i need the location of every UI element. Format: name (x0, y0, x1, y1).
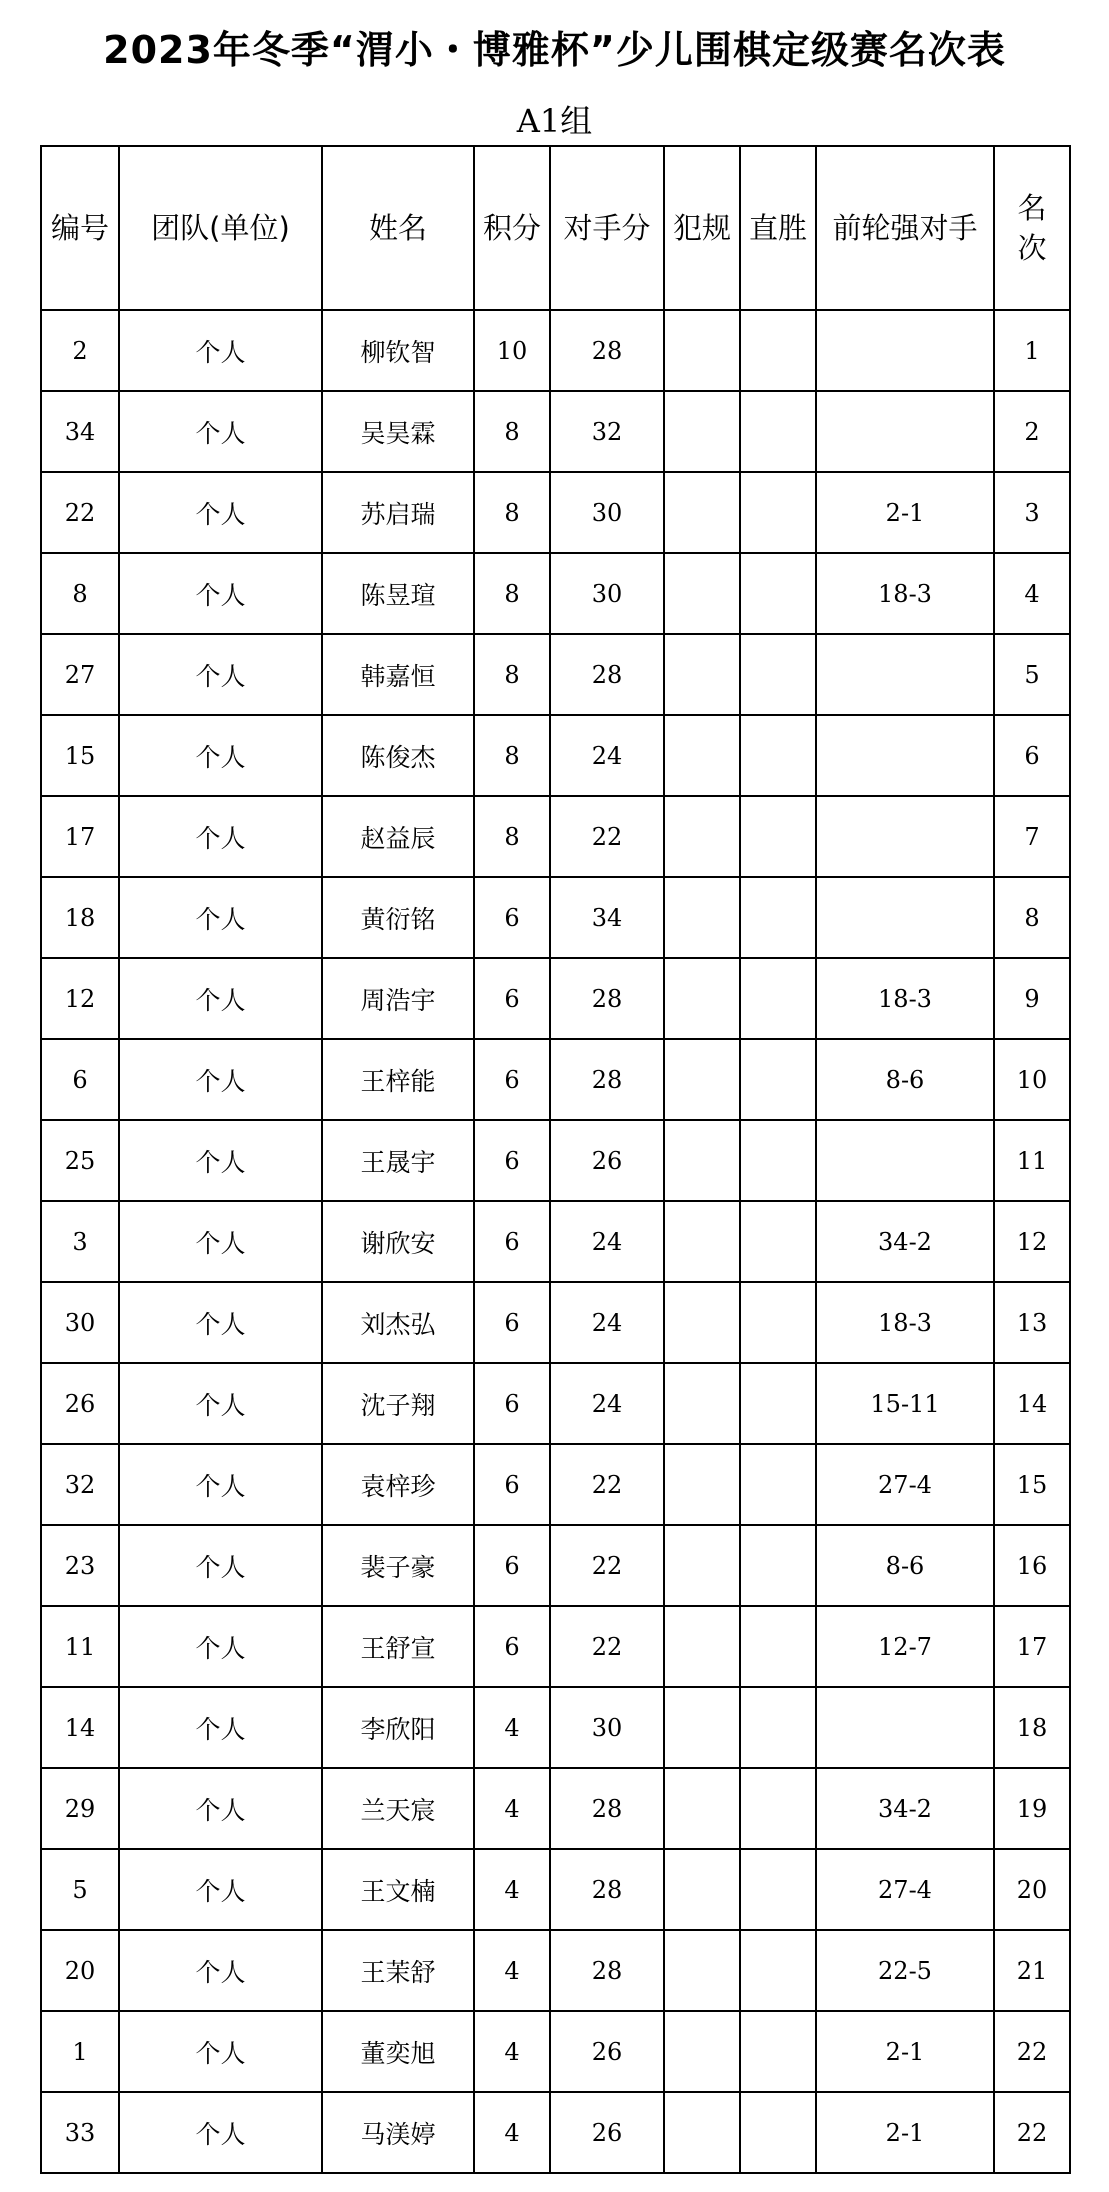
cell-number: 25 (41, 1120, 119, 1201)
table-row (41, 1930, 1070, 2011)
cell-opponent-points: 28 (550, 310, 664, 391)
cell-direct-win (740, 1120, 816, 1201)
cell-points: 4 (474, 2011, 550, 2092)
cell-direct-win (740, 1444, 816, 1525)
cell-name: 吴昊霖 (322, 391, 474, 472)
cell-prev-strong: 34-2 (816, 1201, 994, 1282)
cell-foul (664, 1363, 740, 1444)
ranking-body (41, 310, 1070, 2173)
cell-team: 个人 (119, 1201, 322, 1282)
cell-number: 12 (41, 958, 119, 1039)
cell-foul (664, 1687, 740, 1768)
cell-direct-win (740, 1039, 816, 1120)
table-row (41, 796, 1070, 877)
cell-opponent-points: 22 (550, 1525, 664, 1606)
cell-rank: 7 (994, 796, 1070, 877)
header-points: 积分 (474, 146, 550, 310)
cell-prev-strong: 27-4 (816, 1849, 994, 1930)
cell-number: 18 (41, 877, 119, 958)
cell-points: 4 (474, 1687, 550, 1768)
cell-number: 26 (41, 1363, 119, 1444)
cell-opponent-points: 24 (550, 1201, 664, 1282)
cell-foul (664, 1849, 740, 1930)
table-row (41, 2092, 1070, 2173)
cell-team: 个人 (119, 1930, 322, 2011)
cell-points: 6 (474, 1525, 550, 1606)
cell-name: 董奕旭 (322, 2011, 474, 2092)
cell-direct-win (740, 877, 816, 958)
cell-opponent-points: 28 (550, 1930, 664, 2011)
cell-rank: 15 (994, 1444, 1070, 1525)
cell-prev-strong (816, 1120, 994, 1201)
cell-opponent-points: 26 (550, 1120, 664, 1201)
cell-opponent-points: 24 (550, 1282, 664, 1363)
cell-opponent-points: 22 (550, 1444, 664, 1525)
cell-team: 个人 (119, 1849, 322, 1930)
cell-foul (664, 1444, 740, 1525)
cell-rank: 5 (994, 634, 1070, 715)
cell-prev-strong (816, 391, 994, 472)
document-title: 2023年冬季“渭小・博雅杯”少儿围棋定级赛名次表 (103, 28, 1006, 72)
cell-team: 个人 (119, 1687, 322, 1768)
table-row (41, 1525, 1070, 1606)
cell-direct-win (740, 553, 816, 634)
cell-rank: 2 (994, 391, 1070, 472)
cell-number: 14 (41, 1687, 119, 1768)
cell-prev-strong: 18-3 (816, 958, 994, 1039)
cell-prev-strong: 2-1 (816, 472, 994, 553)
header-rank (994, 146, 1070, 310)
cell-foul (664, 1120, 740, 1201)
cell-opponent-points: 28 (550, 634, 664, 715)
cell-direct-win (740, 958, 816, 1039)
cell-direct-win (740, 1849, 816, 1930)
table-row (41, 1768, 1070, 1849)
cell-rank: 21 (994, 1930, 1070, 2011)
cell-direct-win (740, 2011, 816, 2092)
cell-team: 个人 (119, 1039, 322, 1120)
cell-opponent-points: 24 (550, 1363, 664, 1444)
cell-opponent-points: 30 (550, 472, 664, 553)
cell-team: 个人 (119, 391, 322, 472)
cell-team: 个人 (119, 2011, 322, 2092)
cell-name: 李欣阳 (322, 1687, 474, 1768)
cell-name: 刘杰弘 (322, 1282, 474, 1363)
cell-rank: 6 (994, 715, 1070, 796)
cell-prev-strong: 18-3 (816, 553, 994, 634)
cell-name: 苏启瑞 (322, 472, 474, 553)
cell-foul (664, 2092, 740, 2173)
cell-number: 3 (41, 1201, 119, 1282)
cell-foul (664, 634, 740, 715)
cell-points: 8 (474, 553, 550, 634)
cell-direct-win (740, 1201, 816, 1282)
cell-foul (664, 1768, 740, 1849)
cell-rank: 20 (994, 1849, 1070, 1930)
cell-direct-win (740, 1606, 816, 1687)
header-prev-strong: 前轮强对手 (816, 146, 994, 310)
cell-opponent-points: 26 (550, 2011, 664, 2092)
cell-foul (664, 1606, 740, 1687)
cell-prev-strong: 27-4 (816, 1444, 994, 1525)
cell-team: 个人 (119, 958, 322, 1039)
cell-opponent-points: 32 (550, 391, 664, 472)
cell-prev-strong: 12-7 (816, 1606, 994, 1687)
cell-name: 马渼婷 (322, 2092, 474, 2173)
header-direct-win: 直胜 (740, 146, 816, 310)
cell-number: 33 (41, 2092, 119, 2173)
cell-number: 2 (41, 310, 119, 391)
header-team: 团队(单位) (119, 146, 322, 310)
cell-direct-win (740, 1930, 816, 2011)
cell-prev-strong: 8-6 (816, 1039, 994, 1120)
cell-points: 6 (474, 1363, 550, 1444)
cell-name: 陈昱瑄 (322, 553, 474, 634)
cell-team: 个人 (119, 1444, 322, 1525)
group-title: A1组 (516, 102, 593, 140)
table-row (41, 553, 1070, 634)
cell-name: 王晟宇 (322, 1120, 474, 1201)
cell-rank: 18 (994, 1687, 1070, 1768)
table-row (41, 877, 1070, 958)
header-opponent-points: 对手分 (550, 146, 664, 310)
cell-team: 个人 (119, 715, 322, 796)
cell-prev-strong: 2-1 (816, 2011, 994, 2092)
cell-name: 王梓能 (322, 1039, 474, 1120)
cell-name: 袁梓珍 (322, 1444, 474, 1525)
cell-number: 34 (41, 391, 119, 472)
table-row (41, 1039, 1070, 1120)
cell-points: 4 (474, 1768, 550, 1849)
cell-prev-strong: 18-3 (816, 1282, 994, 1363)
header-row (41, 146, 1070, 310)
cell-opponent-points: 22 (550, 1606, 664, 1687)
cell-points: 6 (474, 1039, 550, 1120)
cell-direct-win (740, 391, 816, 472)
table-row (41, 472, 1070, 553)
cell-direct-win (740, 1687, 816, 1768)
cell-foul (664, 1282, 740, 1363)
cell-rank: 17 (994, 1606, 1070, 1687)
cell-opponent-points: 34 (550, 877, 664, 958)
cell-opponent-points: 30 (550, 553, 664, 634)
cell-opponent-points: 30 (550, 1687, 664, 1768)
cell-number: 30 (41, 1282, 119, 1363)
cell-prev-strong: 22-5 (816, 1930, 994, 2011)
cell-opponent-points: 28 (550, 1039, 664, 1120)
cell-number: 6 (41, 1039, 119, 1120)
cell-direct-win (740, 715, 816, 796)
cell-rank: 9 (994, 958, 1070, 1039)
cell-foul (664, 1201, 740, 1282)
cell-foul (664, 958, 740, 1039)
cell-rank: 22 (994, 2011, 1070, 2092)
cell-name: 沈子翔 (322, 1363, 474, 1444)
table-row (41, 1282, 1070, 1363)
cell-number: 15 (41, 715, 119, 796)
table-row (41, 391, 1070, 472)
cell-points: 4 (474, 2092, 550, 2173)
table-row (41, 1120, 1070, 1201)
cell-number: 5 (41, 1849, 119, 1930)
table-row (41, 1201, 1070, 1282)
cell-opponent-points: 26 (550, 2092, 664, 2173)
cell-rank: 19 (994, 1768, 1070, 1849)
cell-number: 8 (41, 553, 119, 634)
cell-foul (664, 1039, 740, 1120)
cell-prev-strong (816, 796, 994, 877)
cell-name: 王文楠 (322, 1849, 474, 1930)
cell-foul (664, 310, 740, 391)
cell-team: 个人 (119, 1606, 322, 1687)
cell-prev-strong: 8-6 (816, 1525, 994, 1606)
cell-team: 个人 (119, 310, 322, 391)
cell-foul (664, 796, 740, 877)
cell-direct-win (740, 2092, 816, 2173)
cell-rank: 13 (994, 1282, 1070, 1363)
cell-team: 个人 (119, 1120, 322, 1201)
table-row (41, 1606, 1070, 1687)
cell-prev-strong (816, 310, 994, 391)
cell-opponent-points: 28 (550, 1849, 664, 1930)
cell-prev-strong (816, 877, 994, 958)
cell-foul (664, 553, 740, 634)
cell-points: 6 (474, 958, 550, 1039)
cell-team: 个人 (119, 472, 322, 553)
cell-name: 陈俊杰 (322, 715, 474, 796)
cell-rank: 3 (994, 472, 1070, 553)
cell-points: 4 (474, 1849, 550, 1930)
cell-team: 个人 (119, 553, 322, 634)
cell-number: 17 (41, 796, 119, 877)
cell-team: 个人 (119, 1768, 322, 1849)
cell-rank: 16 (994, 1525, 1070, 1606)
cell-rank: 22 (994, 2092, 1070, 2173)
cell-number: 29 (41, 1768, 119, 1849)
header-name: 姓名 (322, 146, 474, 310)
cell-number: 23 (41, 1525, 119, 1606)
cell-number: 1 (41, 2011, 119, 2092)
cell-opponent-points: 24 (550, 715, 664, 796)
cell-rank: 10 (994, 1039, 1070, 1120)
cell-points: 8 (474, 715, 550, 796)
cell-rank: 8 (994, 877, 1070, 958)
header-rank-label: 名次 (1017, 191, 1047, 265)
cell-name: 柳钦智 (322, 310, 474, 391)
cell-name: 赵益辰 (322, 796, 474, 877)
cell-foul (664, 1930, 740, 2011)
header-number: 编号 (41, 146, 119, 310)
cell-points: 6 (474, 1282, 550, 1363)
table-row (41, 715, 1070, 796)
cell-foul (664, 472, 740, 553)
cell-prev-strong (816, 715, 994, 796)
cell-direct-win (740, 1363, 816, 1444)
cell-prev-strong: 2-1 (816, 2092, 994, 2173)
cell-opponent-points: 28 (550, 958, 664, 1039)
cell-points: 10 (474, 310, 550, 391)
cell-rank: 4 (994, 553, 1070, 634)
cell-foul (664, 391, 740, 472)
cell-rank: 1 (994, 310, 1070, 391)
cell-team: 个人 (119, 1525, 322, 1606)
table-row (41, 1363, 1070, 1444)
cell-team: 个人 (119, 1363, 322, 1444)
cell-team: 个人 (119, 2092, 322, 2173)
cell-foul (664, 1525, 740, 1606)
cell-points: 6 (474, 1120, 550, 1201)
cell-foul (664, 715, 740, 796)
cell-points: 8 (474, 796, 550, 877)
cell-number: 32 (41, 1444, 119, 1525)
cell-name: 韩嘉恒 (322, 634, 474, 715)
table-row (41, 2011, 1070, 2092)
cell-rank: 14 (994, 1363, 1070, 1444)
cell-points: 8 (474, 634, 550, 715)
cell-number: 11 (41, 1606, 119, 1687)
cell-name: 裴子豪 (322, 1525, 474, 1606)
table-row (41, 310, 1070, 391)
cell-points: 8 (474, 472, 550, 553)
cell-team: 个人 (119, 1282, 322, 1363)
cell-name: 周浩宇 (322, 958, 474, 1039)
cell-direct-win (740, 472, 816, 553)
cell-name: 王舒宣 (322, 1606, 474, 1687)
cell-direct-win (740, 634, 816, 715)
table-row (41, 1687, 1070, 1768)
header-foul: 犯规 (664, 146, 740, 310)
cell-direct-win (740, 796, 816, 877)
cell-prev-strong (816, 634, 994, 715)
cell-points: 8 (474, 391, 550, 472)
cell-direct-win (740, 310, 816, 391)
table-row (41, 1444, 1070, 1525)
cell-name: 王茉舒 (322, 1930, 474, 2011)
table-row (41, 634, 1070, 715)
cell-number: 22 (41, 472, 119, 553)
cell-rank: 11 (994, 1120, 1070, 1201)
cell-number: 20 (41, 1930, 119, 2011)
cell-team: 个人 (119, 796, 322, 877)
cell-team: 个人 (119, 877, 322, 958)
cell-prev-strong: 15-11 (816, 1363, 994, 1444)
cell-foul (664, 877, 740, 958)
cell-points: 6 (474, 1606, 550, 1687)
cell-points: 4 (474, 1930, 550, 2011)
cell-name: 兰天宸 (322, 1768, 474, 1849)
cell-direct-win (740, 1768, 816, 1849)
cell-points: 6 (474, 1201, 550, 1282)
cell-name: 谢欣安 (322, 1201, 474, 1282)
cell-points: 6 (474, 1444, 550, 1525)
cell-direct-win (740, 1525, 816, 1606)
table-row (41, 1849, 1070, 1930)
cell-team: 个人 (119, 634, 322, 715)
cell-prev-strong (816, 1687, 994, 1768)
cell-direct-win (740, 1282, 816, 1363)
cell-number: 27 (41, 634, 119, 715)
cell-rank: 12 (994, 1201, 1070, 1282)
cell-opponent-points: 28 (550, 1768, 664, 1849)
cell-points: 6 (474, 877, 550, 958)
ranking-table (40, 145, 1071, 2174)
cell-prev-strong: 34-2 (816, 1768, 994, 1849)
table-row (41, 958, 1070, 1039)
cell-name: 黄衍铭 (322, 877, 474, 958)
cell-foul (664, 2011, 740, 2092)
cell-opponent-points: 22 (550, 796, 664, 877)
